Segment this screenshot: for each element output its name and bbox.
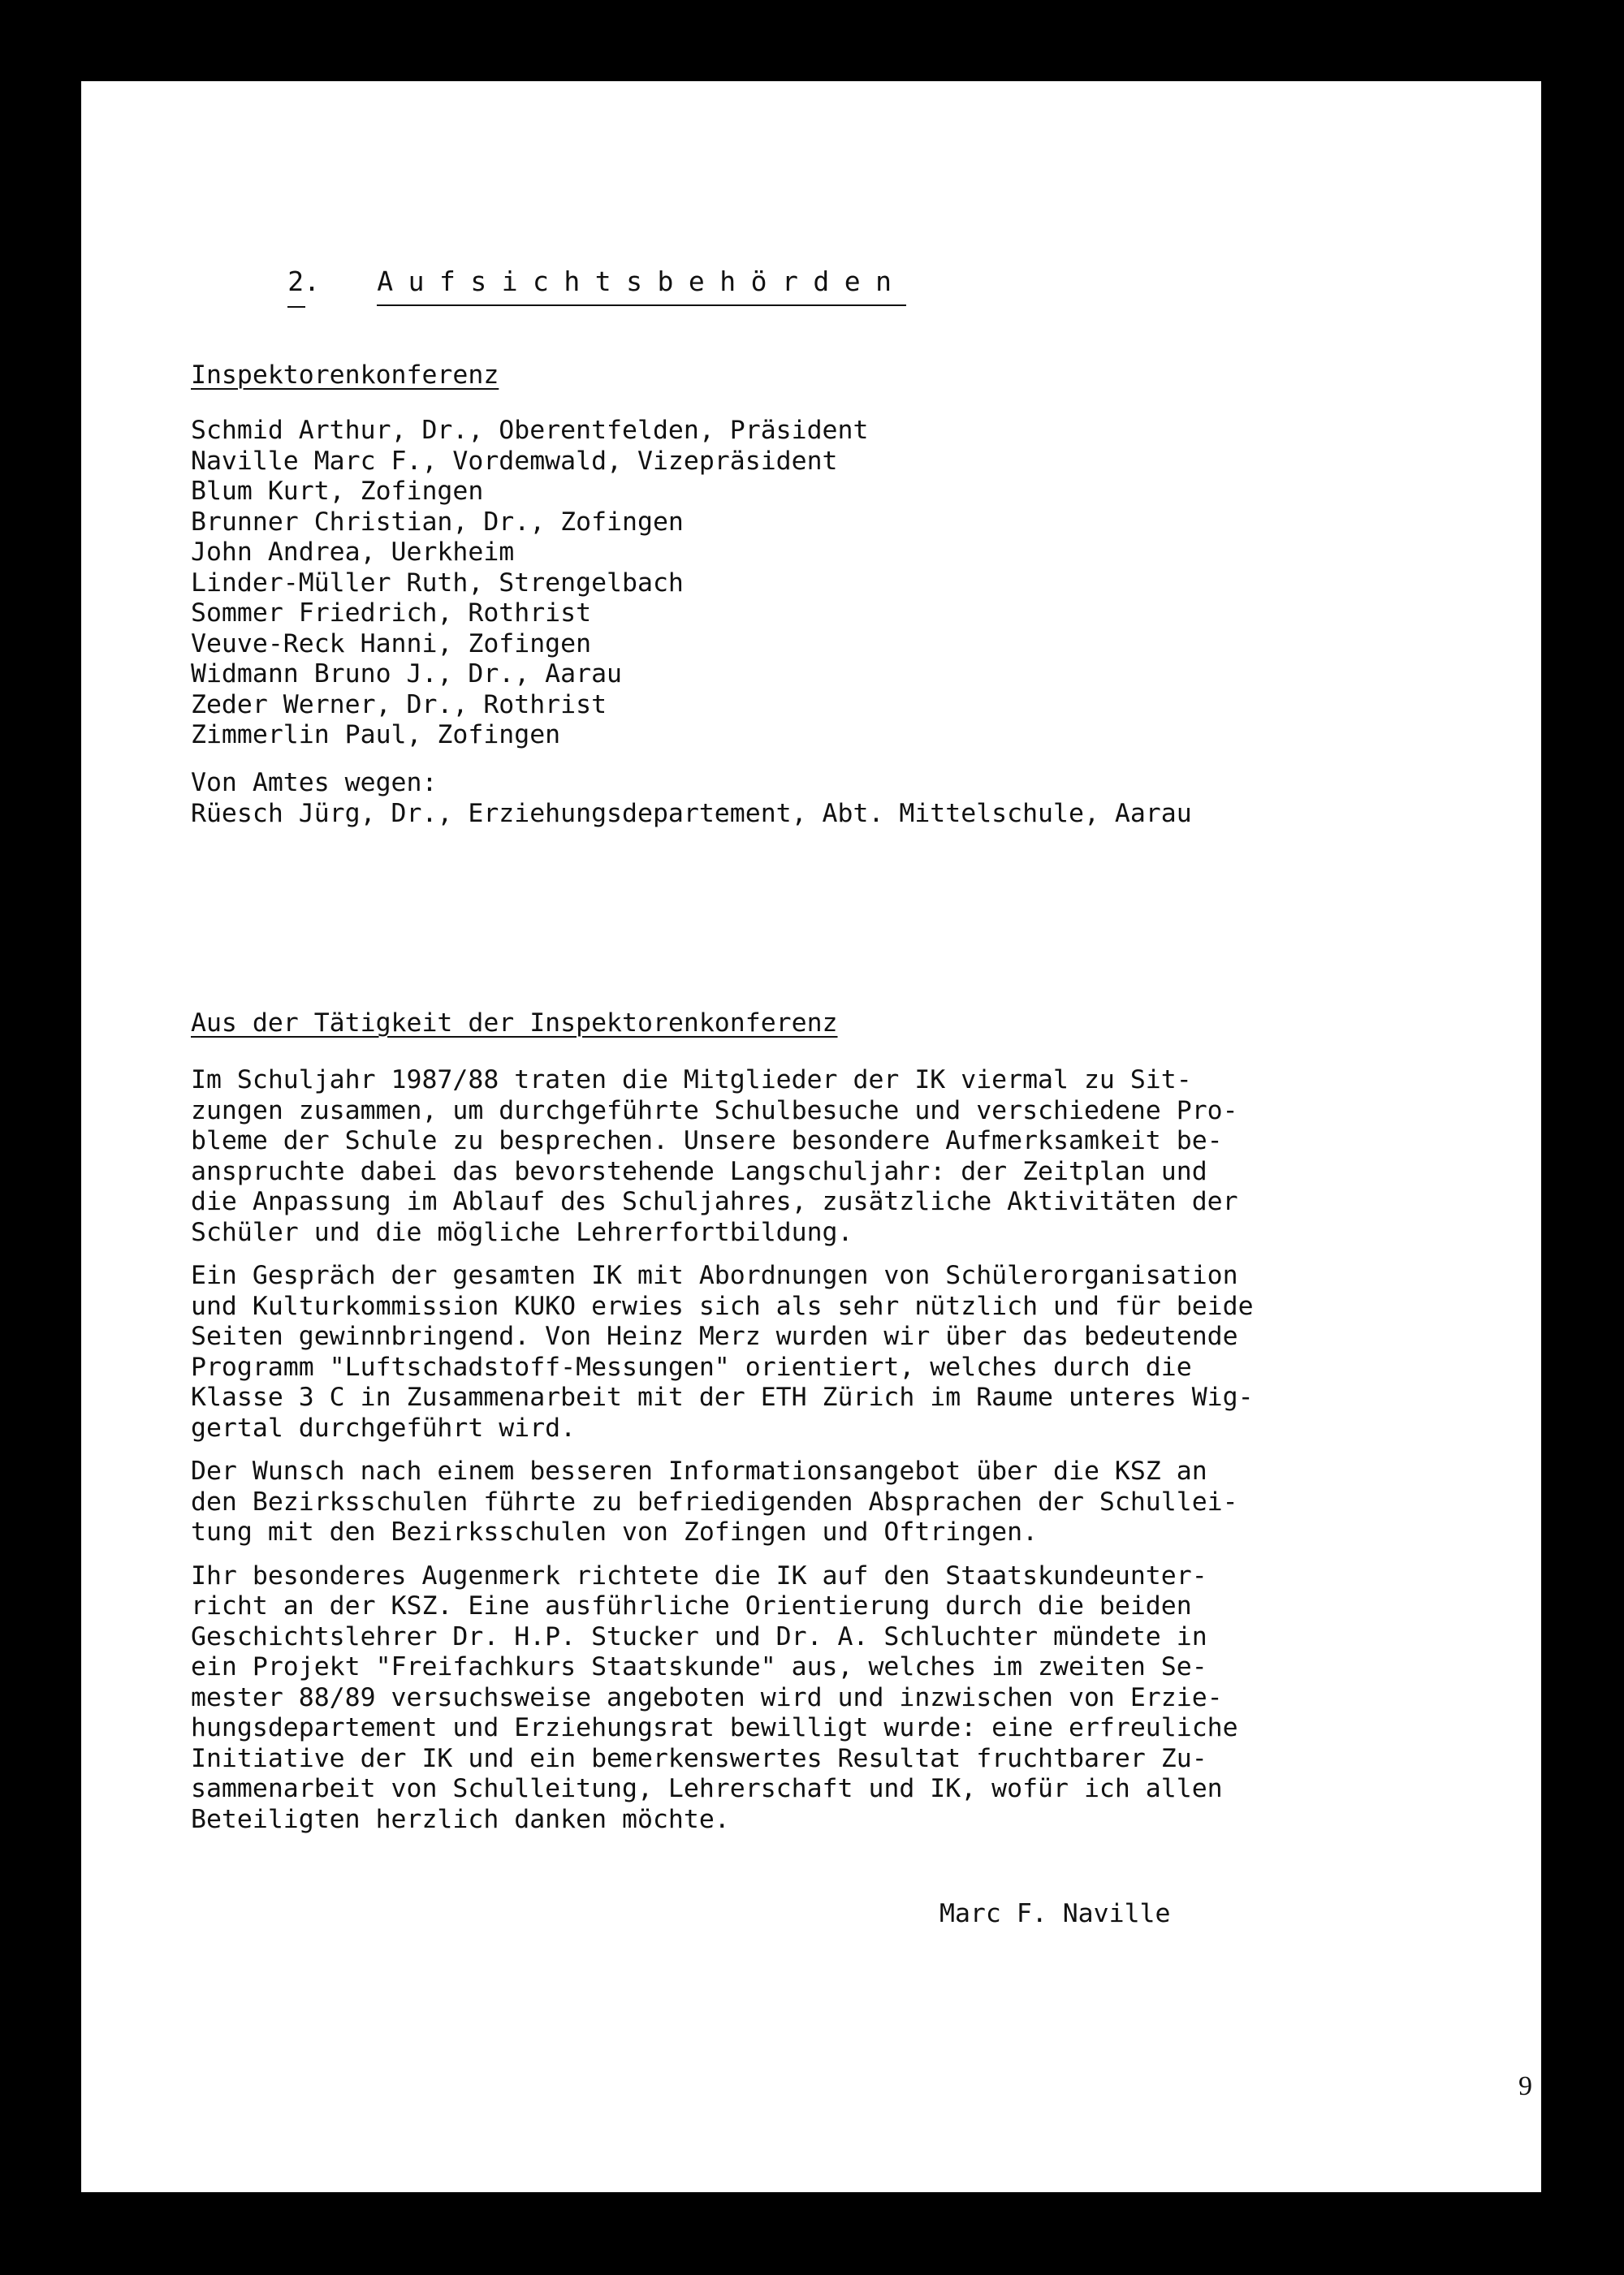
- text-line: Ihr besonderes Augenmerk richtete die IK auf den Staatskundeunter-: [191, 1561, 1207, 1591]
- text-line: sammenarbeit von Schulleitung, Lehrerschaft und IK, wofür ich allen: [191, 1774, 1223, 1803]
- member-entry: Widmann Bruno J., Dr., Aarau: [191, 659, 623, 689]
- member-entry: Sommer Friedrich, Rothrist: [191, 598, 592, 628]
- text-line: die Anpassung im Ablauf des Schuljahres, zusätzliche Aktivitäten der: [191, 1187, 1238, 1216]
- text-line: richt an der KSZ. Eine ausführliche Orientierung durch die beiden: [191, 1591, 1192, 1621]
- text-line: Ein Gespräch der gesamten IK mit Abordnungen von Schülerorganisation: [191, 1261, 1238, 1290]
- member-entry: Naville Marc F., Vordemwald, Vizepräsident: [191, 446, 838, 476]
- text-line: Seiten gewinnbringend. Von Heinz Merz wurden wir über das bedeutende: [191, 1322, 1238, 1351]
- text-line: Klasse 3 C in Zusammenarbeit mit der ETH Zürich im Raume unteres Wig-: [191, 1383, 1254, 1412]
- text-line: zungen zusammen, um durchgeführte Schulbesuche und verschiedene Pro-: [191, 1095, 1238, 1125]
- section-title-taetigkeit: Aus der Tätigkeit der Inspektorenkonferenz: [191, 1008, 838, 1038]
- member-entry: Brunner Christian, Dr., Zofingen: [191, 507, 684, 537]
- text-line: den Bezirksschulen führte zu befriedigenden Absprachen der Schullei-: [191, 1487, 1238, 1517]
- chapter-number: 2.: [287, 265, 377, 298]
- ex-officio-block: [191, 767, 1192, 829]
- member-entry: Schmid Arthur, Dr., Oberentfelden, Präsident: [191, 416, 869, 445]
- member-list: [191, 416, 868, 751]
- text-line: bleme der Schule zu besprechen. Unsere besondere Aufmerksamkeit be-: [191, 1126, 1223, 1155]
- text-line: gertal durchgeführt wird.: [191, 1413, 577, 1443]
- document-page: [81, 81, 1541, 2192]
- paragraph: [191, 1065, 1522, 1248]
- member-entry: Zeder Werner, Dr., Rothrist: [191, 689, 607, 719]
- paragraph: [191, 1457, 1522, 1548]
- text-line: Schüler und die mögliche Lehrerfortbildung.: [191, 1217, 853, 1247]
- text-line: anspruchte dabei das bevorstehende Langschuljahr: der Zeitplan und: [191, 1156, 1207, 1186]
- member-entry: Zimmerlin Paul, Zofingen: [191, 720, 561, 749]
- chapter-heading: [191, 233, 906, 339]
- member-entry: Linder-Müller Ruth, Strengelbach: [191, 568, 684, 598]
- member-entry: John Andrea, Uerkheim: [191, 537, 515, 567]
- member-entry: Veuve-Reck Hanni, Zofingen: [191, 628, 592, 658]
- report-body: [191, 1065, 1522, 1848]
- paragraph: [191, 1261, 1522, 1444]
- text-line: Initiative der IK und ein bemerkenswertes Resultat fruchtbarer Zu-: [191, 1743, 1207, 1773]
- text-line: hungsdepartement und Erziehungsrat bewilligt wurde: eine erfreuliche: [191, 1713, 1238, 1742]
- text-line: Geschichtslehrer Dr. H.P. Stucker und Dr. A. Schluchter mündete in: [191, 1621, 1207, 1651]
- text-line: Der Wunsch nach einem besseren Informationsangebot über die KSZ an: [191, 1457, 1207, 1486]
- text-line: und Kulturkommission KUKO erwies sich als sehr nützlich und für beide: [191, 1291, 1254, 1321]
- ex-officio-label: Von Amtes wegen:: [191, 768, 438, 797]
- page-number: 9: [1518, 2071, 1532, 2101]
- text-line: ein Projekt "Freifachkurs Staatskunde" aus, welches im zweiten Se-: [191, 1652, 1207, 1681]
- text-line: tung mit den Bezirksschulen von Zofingen und Oftringen.: [191, 1517, 1039, 1547]
- section-title-inspektorenkonferenz: Inspektorenkonferenz: [191, 360, 499, 390]
- text-line: mester 88/89 versuchsweise angeboten wird und inzwischen von Erzie-: [191, 1682, 1223, 1712]
- chapter-title: Aufsichtsbehörden: [377, 265, 906, 306]
- member-entry: Blum Kurt, Zofingen: [191, 477, 484, 506]
- signature: Marc F. Naville: [939, 1899, 1171, 1928]
- text-line: Programm "Luftschadstoff-Messungen" orientiert, welches durch die: [191, 1352, 1192, 1382]
- ex-officio-member: Rüesch Jürg, Dr., Erziehungsdepartement, Abt. Mittelschule, Aarau: [191, 799, 1192, 828]
- text-line: Im Schuljahr 1987/88 traten die Mitglieder der IK viermal zu Sit-: [191, 1065, 1192, 1094]
- paragraph: [191, 1561, 1522, 1836]
- text-line: Beteiligten herzlich danken möchte.: [191, 1804, 730, 1834]
